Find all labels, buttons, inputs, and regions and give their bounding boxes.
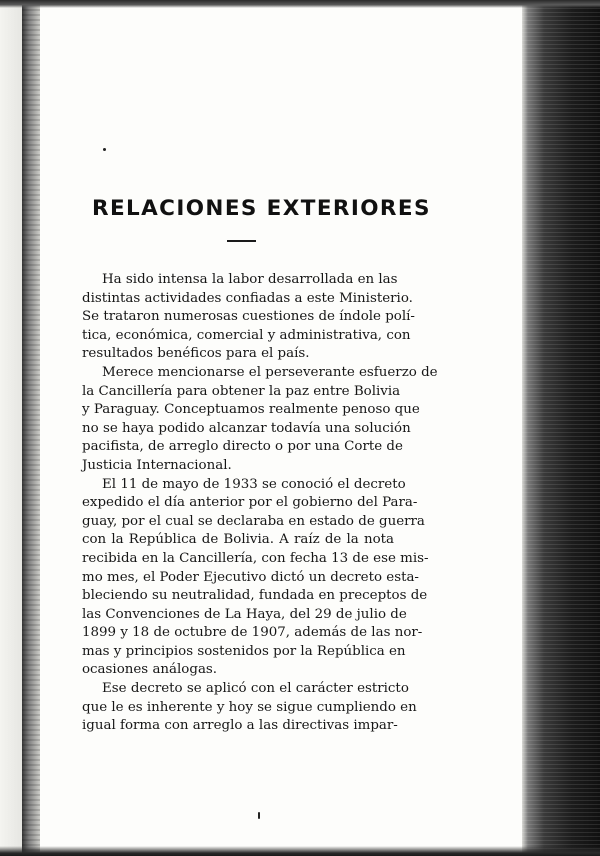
text-line: Se trataron numerosas cuestiones de índole polí-	[82, 309, 415, 325]
text-line: pacifista, de arreglo directo o por una Corte de	[82, 439, 403, 455]
text-line: no se haya podido alcanzar todavía una solución	[82, 420, 411, 436]
text-line: Justicia Internacional.	[82, 457, 232, 473]
text-line: con la República de Bolivia. A raíz de la nota	[82, 532, 394, 548]
text-line: expedido el día anterior por el gobierno del Para-	[82, 495, 418, 511]
text-line: bleciendo su neutralidad, fundada en preceptos de	[82, 588, 428, 604]
text-line: recibida en la Cancillería, con fecha 13 de ese mis-	[82, 550, 429, 566]
text-line: El 11 de mayo de 1933 se conoció el decreto	[102, 476, 406, 492]
text-line: tica, económica, comercial y administrativa, con	[82, 327, 411, 343]
left-margin	[0, 0, 22, 856]
bottom-page-edge	[0, 846, 600, 856]
facing-page-edge	[522, 0, 600, 856]
body-text	[82, 271, 438, 736]
ink-speck	[258, 812, 260, 819]
text-line: las Convenciones de La Haya, del 29 de julio de	[82, 606, 407, 622]
binding-shadow	[22, 4, 40, 854]
text-line: mo mes, el Poder Ejecutivo dictó un decreto esta-	[82, 569, 419, 585]
text-line: mas y principios sostenidos por la República en	[82, 643, 406, 659]
text-line: igual forma con arreglo a las directivas impar-	[82, 718, 398, 734]
page-title: RELACIONES EXTERIORES	[92, 196, 431, 221]
top-page-edge	[0, 0, 600, 8]
text-line: ocasiones análogas.	[82, 662, 218, 678]
title-divider	[227, 240, 256, 242]
text-line: la Cancillería para obtener la paz entre Bolivia	[82, 383, 401, 399]
text-line: Ese decreto se aplicó con el carácter estricto	[102, 681, 409, 697]
text-line: que le es inherente y hoy se sigue cumpliendo en	[82, 699, 417, 715]
ink-speck	[103, 148, 106, 151]
text-line: resultados benéficos para el país.	[82, 346, 310, 362]
text-line: 1899 y 18 de octubre de 1907, además de las nor-	[82, 625, 423, 641]
text-line: Merece mencionarse el perseverante esfuerzo de	[102, 364, 438, 380]
text-line: Ha sido intensa la labor desarrollada en las	[102, 272, 398, 287]
text-line: y Paraguay. Conceptuamos realmente penoso que	[82, 402, 420, 418]
text-line: guay, por el cual se declaraba en estado de guerra	[82, 513, 425, 529]
text-line: distintas actividades confiadas a este Ministerio.	[82, 290, 413, 306]
